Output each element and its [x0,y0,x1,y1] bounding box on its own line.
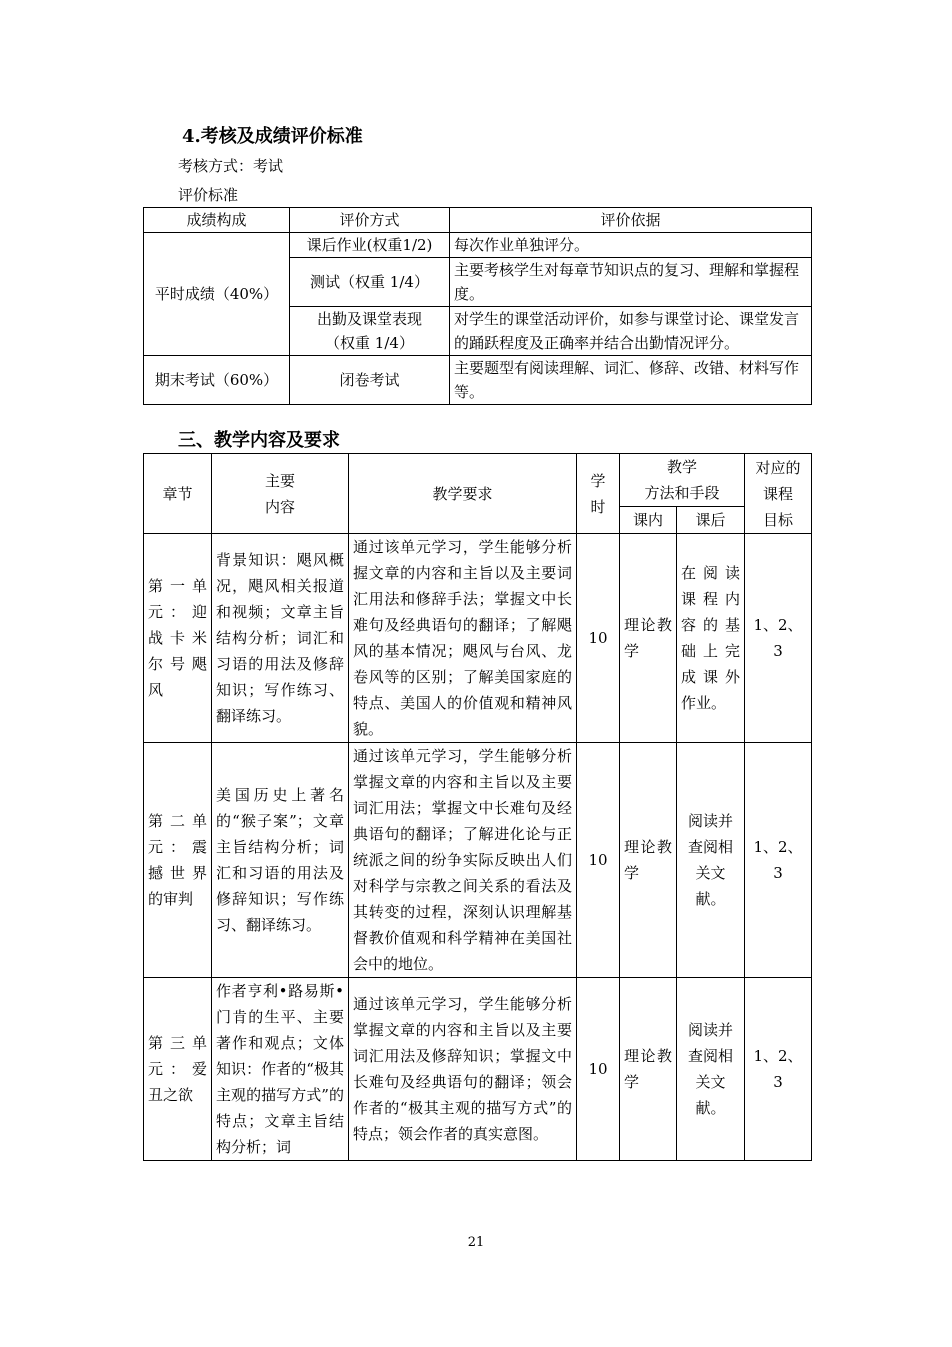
content-cell: 作者亨利•路易斯•门肯的生平、主要著作和观点；文体知识：作者的“极其主观的描写方式”的特点；文章主旨结构分析；词 [212,978,349,1161]
chapter-cell: 第三单元：爱丑之欲 [144,978,212,1161]
content-cell: 背景知识：飓风概况，飓风相关报道和视频；文章主旨结构分析；词汇和习语的用法及修辞知识；写作练习、翻译练习。 [212,534,349,743]
in-class-cell: 理论教学 [620,743,677,978]
grading-table [143,207,812,405]
header-line: 主要 [264,471,295,490]
header-hours [577,454,620,534]
content-table [143,453,812,1161]
header-methods [620,454,745,507]
header-chapter: 章节 [144,454,212,534]
basis-cell: 对学生的课堂活动评价，如参与课堂讨论、课堂发言的踊跃程度及正确率并结合出勤情况评分。 [450,307,812,356]
method-cell: 闭卷考试 [290,356,450,405]
table-row [144,233,812,258]
goals-cell: 1、2、3 [745,743,812,978]
header-requirements: 教学要求 [349,454,577,534]
table-row [144,743,812,978]
hours-cell: 10 [577,978,620,1161]
regular-component: 平时成绩（40%） [144,233,290,356]
in-class-cell: 理论教学 [620,534,677,743]
table-row [144,356,812,405]
requirements-cell: 通过该单元学习，学生能够分析握文章的内容和主旨以及主要词汇用法和修辞手法；掌握文中长难句及经典语句的翻译；了解飓风的基本情况；飓风与台风、龙卷风等的区别；了解美国家庭的特点、美国人的价值观和精神风貌。 [349,534,577,743]
final-component: 期末考试（60%） [144,356,290,405]
header-line: 目标 [762,510,793,529]
header-line: 内容 [264,497,295,516]
basis-cell: 主要题型有阅读理解、词汇、修辞、改错、材料写作等。 [450,356,812,405]
table-row [144,534,812,743]
header-after-class: 课后 [677,507,745,534]
header-goals [745,454,812,534]
goals-cell: 1、2、3 [745,978,812,1161]
header-method: 评价方式 [290,208,450,233]
after-class-cell: 阅读并查阅相关文献。 [677,743,745,978]
header-content [212,454,349,534]
hours-cell: 10 [577,743,620,978]
after-class-cell: 阅读并查阅相关文献。 [677,978,745,1161]
chapter-cell: 第二单元：震撼世界的审判 [144,743,212,978]
header-line: 教学 [666,458,697,476]
method-line: （权重 1/4） [325,334,414,352]
section-4-title: 4.考核及成绩评价标准 [182,126,363,147]
header-line: 方法和手段 [644,484,720,502]
content-cell: 美国历史上著名的“猴子案”；文章主旨结构分析；词汇和习语的用法及修辞知识；写作练习、翻译练习。 [212,743,349,978]
table-header-row [144,208,812,233]
header-line: 学 [590,471,606,490]
hours-cell: 10 [577,534,620,743]
section-3-title: 三、教学内容及要求 [178,430,340,451]
table-header-row [144,454,812,507]
header-line: 时 [590,497,606,516]
chapter-cell: 第一单元：迎战卡米尔号飓风 [144,534,212,743]
header-line: 对应的 [755,458,801,477]
method-cell: 课后作业(权重1/2) [290,233,450,258]
basis-cell: 每次作业单独评分。 [450,233,812,258]
table-row [144,978,812,1161]
requirements-cell: 通过该单元学习，学生能够分析掌握文章的内容和主旨以及主要词汇用法；掌握文中长难句及经典语句的翻译；了解进化论与正统派之间的纷争实际反映出人们对科学与宗教之间关系的看法及其转变的过程，深刻认识理解基督教价值观和科学精神在美国社会中的地位。 [349,743,577,978]
method-line: 出勤及课堂表现 [316,310,422,328]
in-class-cell: 理论教学 [620,978,677,1161]
goals-cell: 1、2、3 [745,534,812,743]
requirements-cell: 通过该单元学习，学生能够分析掌握文章的内容和主旨以及主要词汇用法及修辞知识；掌握文中长难句及经典语句的翻译；领会作者的“极其主观的描写方式”的特点；领会作者的真实意图。 [349,978,577,1161]
method-cell: 测试（权重 1/4） [290,258,450,307]
header-basis: 评价依据 [450,208,812,233]
criteria-label: 评价标准 [178,186,239,204]
basis-cell: 主要考核学生对每章节知识点的复习、理解和掌握程度。 [450,258,812,307]
method-cell [290,307,450,356]
after-class-cell: 在阅读课程内容的基础上完成课外作业。 [677,534,745,743]
assessment-method: 考核方式：考试 [178,157,284,175]
header-component: 成绩构成 [144,208,290,233]
header-line: 课程 [762,484,793,503]
page-number: 21 [467,1235,485,1250]
header-in-class: 课内 [620,507,677,534]
